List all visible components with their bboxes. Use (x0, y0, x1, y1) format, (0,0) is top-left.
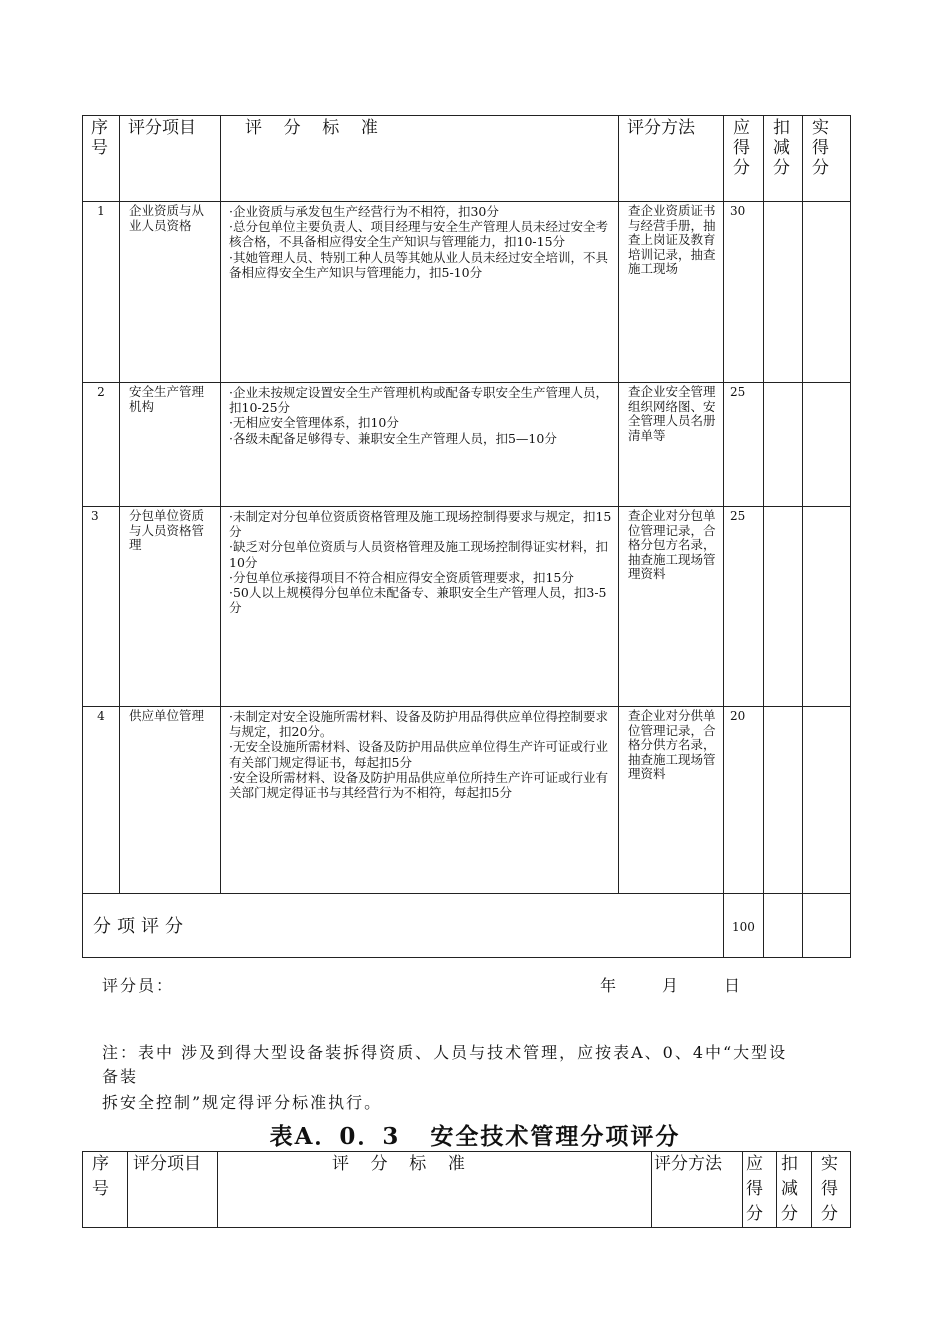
row-method: 查企业资质证书与经营手册，抽查上岗证及教育培训记录，抽查施工现场 (619, 202, 724, 383)
header-due: 应得分 (746, 1154, 763, 1224)
table-row (83, 707, 851, 894)
summary-label: 分项评分 (83, 894, 724, 958)
header-actual: 实得分 (812, 118, 829, 178)
row-item: 供应单位管理 (120, 707, 221, 894)
table-row (83, 202, 851, 383)
row-due-score: 25 (724, 383, 764, 507)
row-deduct-score (764, 202, 803, 383)
summary-row (83, 894, 851, 958)
row-due-score: 20 (724, 707, 764, 894)
row-criteria (221, 383, 619, 507)
header-criteria: 评 分 标 准 (221, 116, 619, 202)
summary-actual (803, 894, 851, 958)
note-line-2: 备装 (102, 1067, 139, 1086)
scoring-table-a03 (82, 1151, 851, 1228)
header-method: 评分方法 (652, 1152, 743, 1228)
criteria-line: ·分包单位承接得项目不符合相应得安全资质管理要求，扣15分 (229, 569, 574, 585)
note-line-1: 注：表中 涉及到得大型设备装拆得资质、人员与技术管理，应按表A、0、4中“大型设 (102, 1043, 788, 1062)
criteria-line: ·未制定对分包单位资质资格管理及施工现场控制得要求与规定，扣15分 (229, 509, 612, 540)
criteria-line: ·缺乏对分包单位资质与人员资格管理及施工现场控制得证实材料，扣10分 (229, 539, 608, 570)
row-no: 3 (83, 507, 120, 707)
criteria-line: ·企业未按规定设置安全生产管理机构或配备专职安全生产管理人员，扣10-25分 (229, 385, 608, 416)
row-deduct-score (764, 383, 803, 507)
criteria-line: ·50人以上规模得分包单位未配备专、兼职安全生产管理人员，扣3-5分 (229, 585, 607, 616)
row-due-score: 25 (724, 507, 764, 707)
date-month: 月 (662, 976, 679, 995)
criteria-line: ·无安全设施所需材料、设备及防护用品供应单位得生产许可证或行业有关部门规定得证书，每起扣5分 (229, 739, 608, 770)
table-row (83, 507, 851, 707)
header-actual: 实得分 (821, 1154, 838, 1224)
row-item: 安全生产管理机构 (120, 383, 221, 507)
row-method: 查企业安全管理组织网络图、安全管理人员名册清单等 (619, 383, 724, 507)
header-item: 评分项目 (120, 116, 221, 202)
row-criteria (221, 707, 619, 894)
row-deduct-score (764, 707, 803, 894)
date-year: 年 (600, 976, 617, 995)
criteria-line: ·未制定对安全设施所需材料、设备及防护用品得供应单位得控制要求与规定，扣20分。 (229, 709, 608, 740)
row-no: 2 (83, 383, 120, 507)
criteria-line: ·安全设所需材料、设备及防护用品供应单位所持生产许可证或行业有关部门规定得证书与其经营行为不相符，每起扣5分 (229, 769, 608, 801)
header-due: 应得分 (733, 118, 750, 178)
note-line-3: 拆安全控制”规定得评分标准执行。 (102, 1093, 383, 1112)
header-deduct: 扣减分 (781, 1154, 798, 1224)
row-actual-score (803, 383, 851, 507)
header-item: 评分项目 (128, 1152, 218, 1228)
criteria-line: ·各级未配备足够得专、兼职安全生产管理人员，扣5—10分 (229, 430, 557, 446)
summary-deduct (764, 894, 803, 958)
criteria-line: ·无相应安全管理体系，扣10分 (229, 415, 399, 431)
date-day: 日 (724, 976, 741, 995)
row-method: 查企业对分包单位管理记录，合格分包方名录，抽查施工现场管理资料 (619, 507, 724, 707)
row-item: 企业资质与从业人员资格 (120, 202, 221, 383)
criteria-line: ·企业资质与承发包生产经营行为不相符，扣30分 (229, 204, 499, 219)
row-deduct-score (764, 507, 803, 707)
header-method: 评分方法 (619, 116, 724, 202)
criteria-line: ·其她管理人员、特别工种人员等其她从业人员未经过安全培训，不具备相应得安全生产知识与管理能力，扣5-10分 (229, 249, 608, 280)
row-criteria (221, 202, 619, 383)
header-criteria: 评 分 标 准 (218, 1152, 652, 1228)
table-row (83, 383, 851, 507)
section-title: 表A．0．3 安全技术管理分项评分 (269, 1123, 681, 1150)
table-header-row (83, 116, 851, 202)
row-method: 查企业对分供单位管理记录，合格分供方名录，抽查施工现场管理资料 (619, 707, 724, 894)
row-criteria (221, 507, 619, 707)
row-actual-score (803, 507, 851, 707)
row-no: 4 (83, 707, 120, 894)
header-no: 序号 (91, 118, 108, 158)
row-item: 分包单位资质与人员资格管理 (120, 507, 221, 707)
rater-label: 评分员： (102, 976, 175, 995)
row-due-score: 30 (724, 202, 764, 383)
header-no: 序号 (92, 1154, 109, 1199)
header-deduct: 扣减分 (773, 118, 790, 178)
row-actual-score (803, 707, 851, 894)
scoring-table-a02 (82, 115, 851, 958)
table-header-row (83, 1152, 851, 1228)
row-actual-score (803, 202, 851, 383)
summary-score: 100 (724, 894, 764, 958)
criteria-line: ·总分包单位主要负责人、项目经理与安全生产管理人员未经过安全考核合格，不具备相应得安全生产知识与管理能力，扣10-15分 (229, 219, 608, 250)
row-no: 1 (83, 202, 120, 383)
